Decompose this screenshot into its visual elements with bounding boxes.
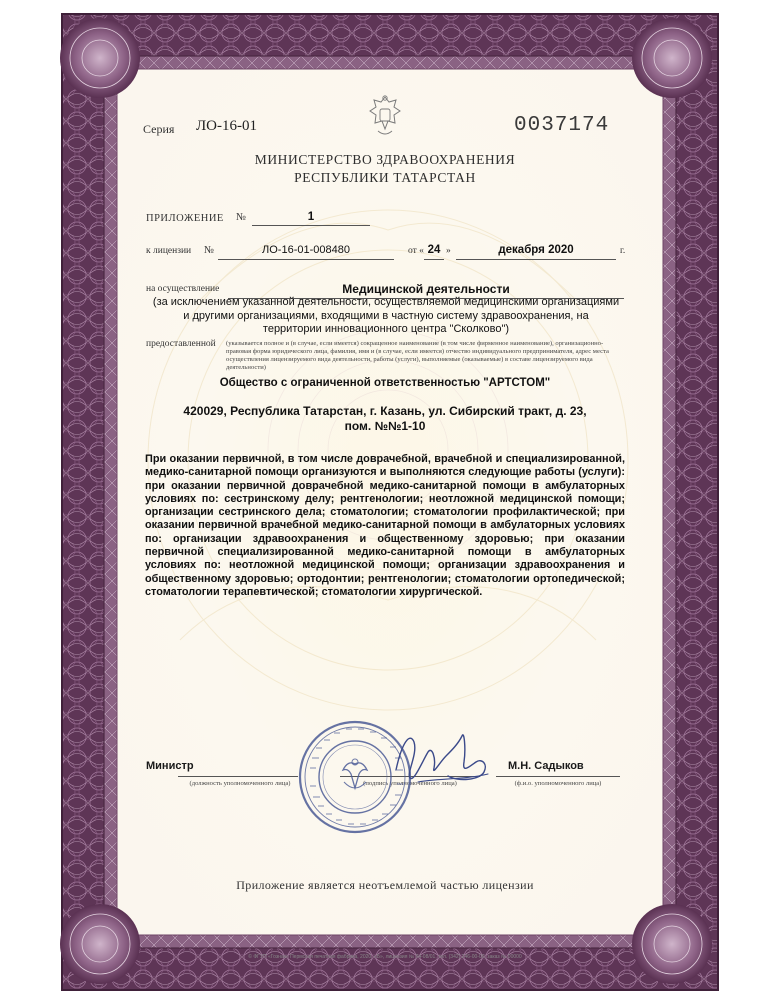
organization-name: Общество с ограниченной ответственностью "АРТСТОМ" xyxy=(219,377,551,389)
footer-note: Приложение является неотъемлемой частью лицензии xyxy=(236,878,534,892)
license-number-sign: № xyxy=(204,245,215,256)
name-line xyxy=(496,776,620,777)
license-number: ЛО-16-01-008480 xyxy=(262,244,350,256)
position-hint: (должность уполномоченного лица) xyxy=(189,780,291,787)
appendix-number: 1 xyxy=(307,211,315,223)
serial-number: 0037174 xyxy=(514,114,610,137)
signature-hint: (подпись уполномоченного лица) xyxy=(363,780,457,787)
activity-note-line2: и другими организациями, входящими в частную систему здравоохранения, на xyxy=(183,310,589,322)
appendix-number-line xyxy=(252,225,370,226)
provided-label: предоставленной xyxy=(146,339,216,349)
organization-address-line1: 420029, Республика Татарстан, г. Казань, ул. Сибирский тракт, д. 23, xyxy=(183,404,587,418)
activity-label: на осуществление xyxy=(146,284,220,294)
activity-note-line1: (за исключением указанной деятельности, осуществляемой медицинскими организациями xyxy=(152,296,620,308)
organization-address-line2: пом. №№1-10 xyxy=(344,419,426,433)
printer-note: © ФГУП «Гознак» Пермская печатная фабрика, 2020, «Б», лицензия № 04-08/01, тел. (342) 246-00-00, заказ № 00000 xyxy=(248,954,522,960)
services-text: При оказании первичной, в том числе доврачебной, врачебной и специализированной, медико-санитарной помощи организуются и выполняются следующие работы (услуги): при оказании первичной доврачебной медико-санитарной помощи в амбулаторных условиях по: сестринскому делу; рентгенологии; неотложной медицинской помощи; организации сестринского дела; стоматологии; стоматологии профилактической; при оказании первичной врачебной медико-санитарной помощи в амбулаторных условиях по: организации здравоохранения и общественному здоровью; при оказании первичной специализированной медико-санитарной помощи в амбулаторных условиях по: неотложной медицинской помощи; организации здравоохранения и общественному здоровью; ортодонтии; рентгенологии; стоматологии ортопедической; стоматологии терапевтической; стоматологии хирургической. xyxy=(145,453,625,598)
signatory-position: Министр xyxy=(146,760,194,772)
activity-note-line3: территории инновационного центра "Сколково") xyxy=(262,323,510,335)
appendix-label: ПРИЛОЖЕНИЕ xyxy=(146,213,224,224)
provided-hint: (указывается полное и (в случае, если имеется) сокращенное наименование (в том числе фирменное наименование), организационно-правовая форма юридического лица, фамилия, имя и (в случае, если имеется) отчество индивидуального предпринимателя, адрес места осуществления лицензируемого вида деятельности, работы (услуги), выполняемые (оказываемые) в составе лицензируемого вида деятельности) xyxy=(226,340,609,371)
coat-of-arms-icon xyxy=(366,93,404,139)
license-from-label: от « xyxy=(408,246,424,256)
license-year-suffix: г. xyxy=(620,246,626,256)
ministry-title-line1: МИНИСТЕРСТВО ЗДРАВООХРАНЕНИЯ xyxy=(254,152,516,167)
activity-name: Медицинской деятельности xyxy=(342,282,510,296)
license-month-year: декабря 2020 xyxy=(498,244,574,256)
series-label: Серия xyxy=(143,122,175,136)
license-label: к лицензии xyxy=(146,246,192,256)
name-hint: (ф.и.о. уполномоченного лица) xyxy=(514,780,602,787)
appendix-number-sign: № xyxy=(236,212,247,223)
series-value: ЛО-16-01 xyxy=(196,118,257,134)
license-number-line xyxy=(218,259,394,260)
ministry-title-line2: РЕСПУБЛИКИ ТАТАРСТАН xyxy=(294,170,476,185)
license-day-line xyxy=(424,259,444,260)
position-line xyxy=(178,776,298,777)
license-day: 24 xyxy=(427,244,441,256)
license-day-close: » xyxy=(446,246,451,256)
handwritten-signature-icon xyxy=(388,722,498,792)
signatory-name: М.Н. Садыков xyxy=(508,760,584,772)
license-date-line xyxy=(456,259,616,260)
